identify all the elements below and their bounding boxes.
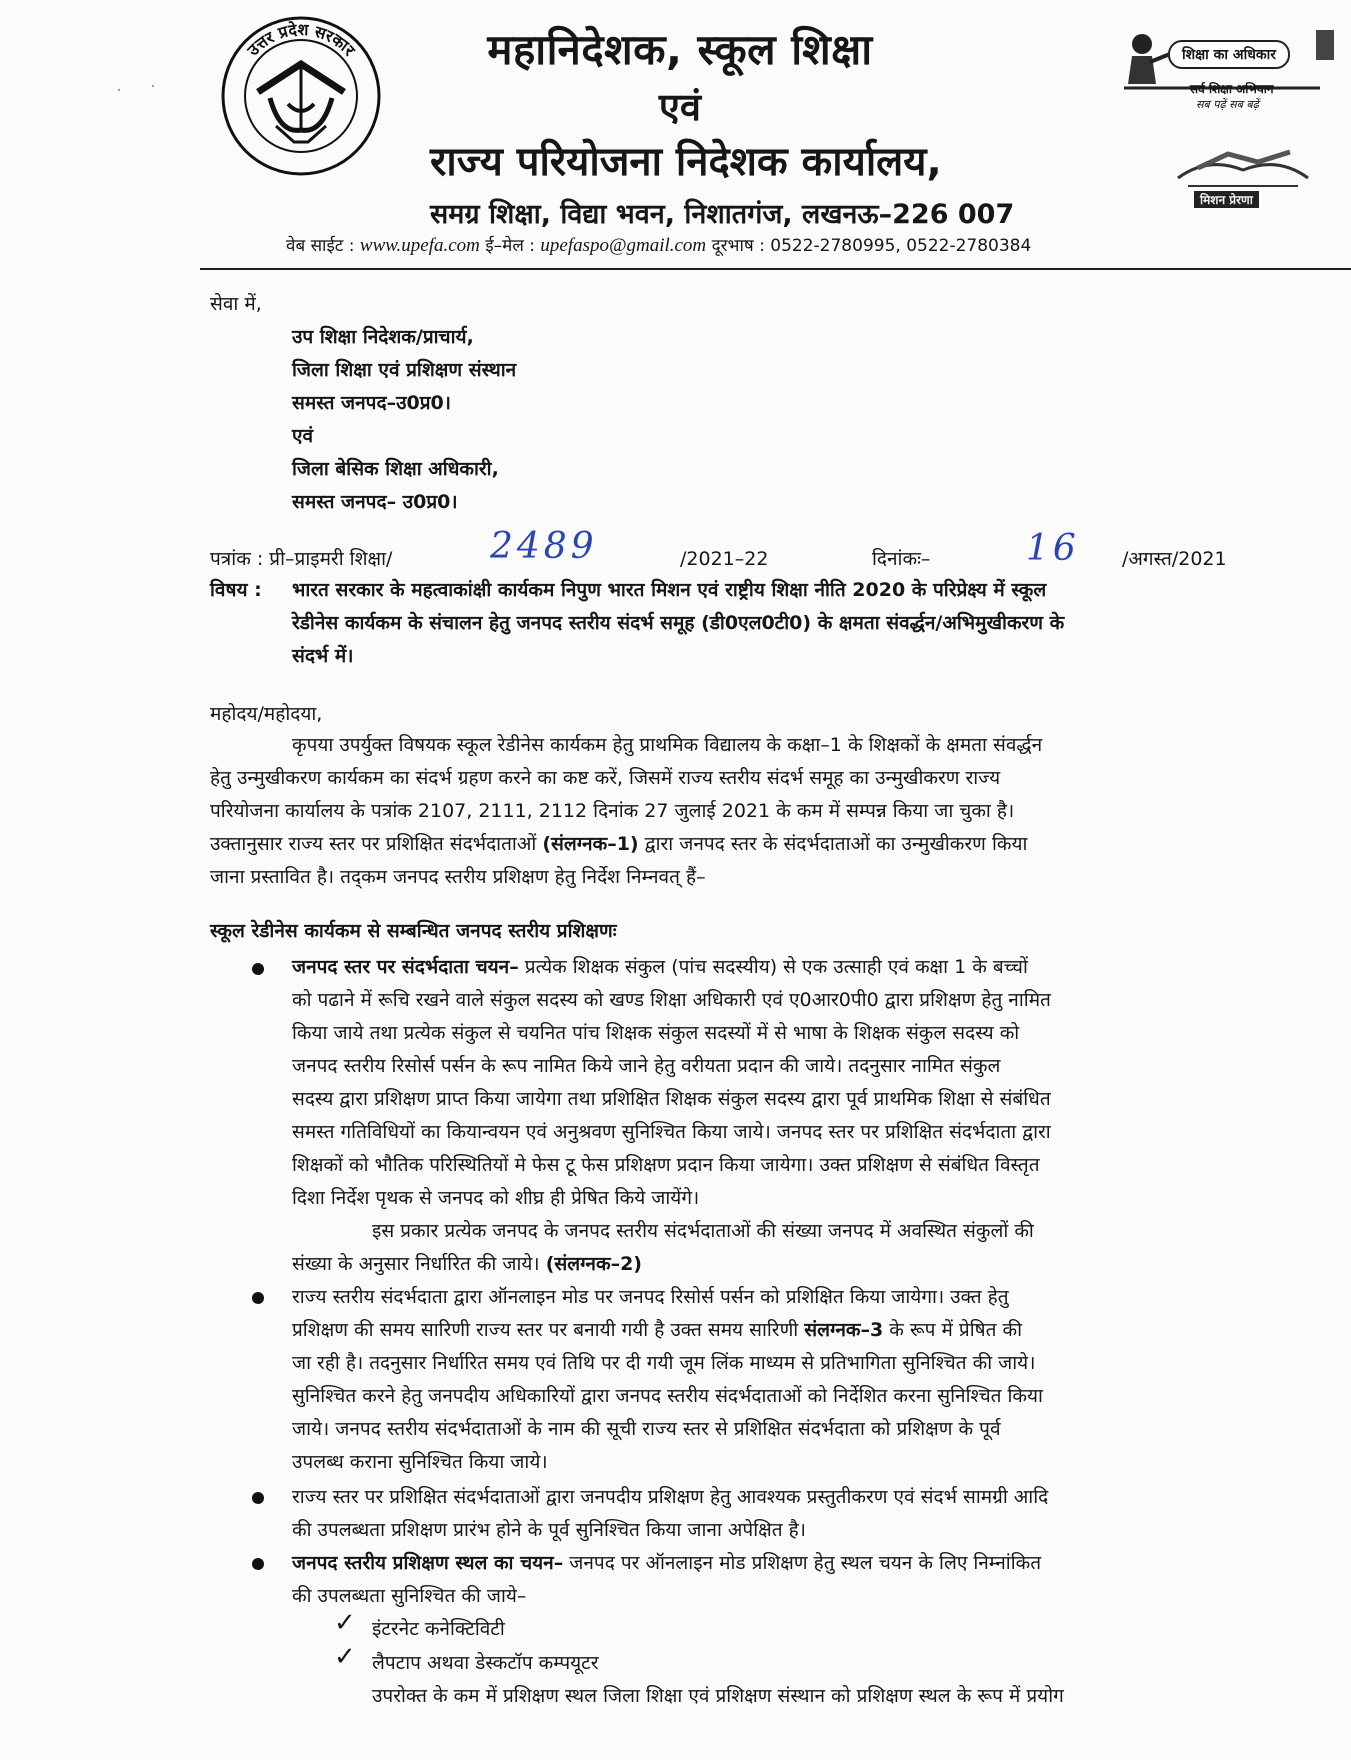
up-government-emblem <box>218 14 384 178</box>
date-label: दिनांकः– <box>872 548 931 570</box>
intro-text: उक्तानुसार राज्य स्तर पर प्रशिक्षित संदर्भदाताओं <box>210 833 537 855</box>
header-divider <box>200 268 1351 270</box>
addressee-line: समस्त जनपद– उ0प्र0। <box>292 491 458 513</box>
email-link[interactable]: upefaspo@gmail.com <box>540 235 707 256</box>
website-link[interactable]: www.upefa.com <box>359 235 480 256</box>
phone-label: दूरभाष : <box>711 236 765 256</box>
intro-line: कृपया उपर्युक्त विषयक स्कूल रेडीनेस कार्यकम हेतु प्राथमिक विद्यालय के कक्षा–1 के शिक्षकों के क्षमता संवर्द्धन <box>292 734 1043 756</box>
date-month-year: /अगस्त/2021 <box>1122 548 1227 570</box>
subject-label: विषय : <box>210 579 262 601</box>
web-label: वेब साईट : <box>286 236 355 256</box>
annexure-3-ref: संलग्नक–3 <box>804 1319 884 1341</box>
bullet-dot <box>252 1292 264 1304</box>
bullet-dot <box>252 963 264 975</box>
annexure-2-ref: (संलग्नक–2) <box>545 1253 642 1275</box>
scan-mark: · <box>116 80 122 101</box>
bullet-2-line: राज्य स्तरीय संदर्भदाता द्वारा ऑनलाइन मोड पर जनपद रिसोर्स पर्सन को प्रशिक्षित किया जायेगा। उक्त हेतु <box>292 1286 1009 1308</box>
bullet-1-line: को पढाने में रूचि रखने वाले संकुल सदस्य को खण्ड शिक्षा अधिकारी एवं ए0आर0पी0 द्वारा प्रशिक्षण हेतु नामित <box>292 989 1051 1011</box>
office-title-line3: राज्य परियोजना निदेशक कार्यालय, <box>430 139 942 185</box>
office-title-line1: महानिदेशक, स्कूल शिक्षा <box>487 25 873 74</box>
bullet-1-line: शिक्षकों को भौतिक परिस्थितियों मे फेस टू फेस प्रशिक्षण प्रदान किया जायेगा। उक्त प्रशिक्षण से संबंधित विस्तृत <box>292 1154 1040 1176</box>
bullet-1-line: समस्त गतिविधियों का कियान्वयन एवं अनुश्रवण सुनिश्चित किया जाये। जनपद स्तर पर प्रशिक्षित संदर्भदाता द्वारा <box>292 1121 1051 1143</box>
bullet-2-line: जाये। जनपद स्तरीय संदर्भदाताओं के नाम की सूची राज्य स्तर से प्रशिक्षित संदर्भदाता को प्रशिक्षण के पूर्व <box>292 1418 1001 1440</box>
phone-numbers: 0522-2780995, 0522-2780384 <box>770 236 1032 256</box>
rte-badge: शिक्षा का अधिकार <box>1168 40 1290 69</box>
intro-line: जाना प्रस्तावित है। तद्कम जनपद स्तरीय प्रशिक्षण हेतु निर्देश निम्नवत् हैं– <box>210 866 706 888</box>
contact-line <box>286 233 1286 257</box>
bullet-1-first-line <box>292 950 1028 984</box>
rte-tagline: सब पढ़ें सब बढ़ें <box>1196 98 1259 111</box>
addressee-line: एवं <box>292 425 314 447</box>
office-address: समग्र शिक्षा, विद्या भवन, निशातगंज, लखनऊ–226 007 <box>430 199 1015 230</box>
patrank-year: /2021–22 <box>680 548 769 570</box>
bullet-1-line: इस प्रकार प्रत्येक जनपद के जनपद स्तरीय संदर्भदाताओं की संख्या जनपद में अवस्थित संकुलों की <box>372 1220 1034 1242</box>
addressee-line: उप शिक्षा निदेशक/प्राचार्य, <box>292 326 474 348</box>
mission-prerna-label: मिशन प्रेरणा <box>1194 191 1259 208</box>
bullet-4-text: जनपद पर ऑनलाइन मोड प्रशिक्षण हेतु स्थल चयन के लिए निम्नांकित <box>569 1552 1042 1574</box>
intro-line <box>210 827 1027 861</box>
office-title-line2: एवं <box>658 85 702 129</box>
final-line: उपरोक्त के कम में प्रशिक्षण स्थल जिला शिक्षा एवं प्रशिक्षण संस्थान को प्रशिक्षण स्थल के रूप में प्रयोग <box>372 1685 1064 1707</box>
bullet-3-line: राज्य स्तर पर प्रशिक्षित संदर्भदाताओं द्वारा जनपदीय प्रशिक्षण हेतु आवश्यक प्रस्तुतीकरण एवं संदर्भ सामग्री आदि <box>292 1486 1049 1508</box>
emblem-text: उत्तर प्रदेश सरकार <box>243 19 359 60</box>
bullet-2-text: के रूप में प्रेषित की <box>889 1319 1022 1341</box>
section-heading: स्कूल रेडीनेस कार्यकम से सम्बन्धित जनपद स्तरीय प्रशिक्षणः <box>210 920 617 942</box>
date-day: 16 <box>1026 528 1080 569</box>
scan-mark: · <box>150 76 156 97</box>
bullet-1-title: जनपद स्तर पर संदर्भदाता चयन– <box>292 956 519 978</box>
check-item: इंटरनेट कनेक्टिविटी <box>372 1618 505 1640</box>
bullet-1-line: दिशा निर्देश पृथक से जनपद को शीघ्र ही प्रेषित किये जायेंगे। <box>292 1187 700 1209</box>
rte-subtitle: सर्व शिक्षा अभियान <box>1190 82 1274 96</box>
greeting: महोदय/महोदया, <box>210 703 323 725</box>
bullet-1-text: प्रत्येक शिक्षक संकुल (पांच सदस्यीय) से एक उत्साही एवं कक्षा 1 के बच्चों <box>524 956 1028 978</box>
salutation: सेवा में, <box>210 293 262 315</box>
bullet-1-line: किया जाये तथा प्रत्येक संकुल से चयनित पांच शिक्षक संकुल सदस्यों में से भाषा के शिक्षक संकुल सदस्य को <box>292 1022 1020 1044</box>
bullet-2-line <box>292 1313 1022 1347</box>
intro-text: द्वारा जनपद स्तर के संदर्भदाताओं का उन्मुखीकरण किया <box>644 833 1028 855</box>
bullet-3-line: की उपलब्धता प्रशिक्षण प्रारंभ होने के पूर्व सुनिश्चित किया जाना अपेक्षित है। <box>292 1519 806 1541</box>
bullet-4-first-line <box>292 1546 1041 1580</box>
patrank-number: 2489 <box>490 526 598 567</box>
bullet-1-line: जनपद स्तरीय रिसोर्स पर्सन के रूप नामित किये जाने हेतु वरीयता प्रदान की जाये। तदनुसार नामित संकुल <box>292 1055 1001 1077</box>
addressee-line: जिला बेसिक शिक्षा अधिकारी, <box>292 458 499 480</box>
bullet-1-line <box>292 1247 642 1281</box>
bullet-4-title: जनपद स्तरीय प्रशिक्षण स्थल का चयन– <box>292 1552 564 1574</box>
annexure-1-ref: (संलग्नक–1) <box>542 833 639 855</box>
bullet-1-line: सदस्य द्वारा प्रशिक्षण प्राप्त किया जायेगा तथा प्रशिक्षित शिक्षक संकुल सदस्य द्वारा पूर्व प्राथमिक शिक्षा से संबंधित <box>292 1088 1051 1110</box>
check-item: लैपटाप अथवा डेस्कटॉप कम्पयूटर <box>372 1652 599 1674</box>
bullet-2-line: उपलब्ध कराना सुनिश्चित किया जाये। <box>292 1451 548 1473</box>
bullet-2-line: जा रही है। तदनुसार निर्धारित समय एवं तिथि पर दी गयी जूम लिंक माध्यम से प्रतिभागिता सुनिश्चित की जाये। <box>292 1352 1036 1374</box>
subject-line: संदर्भ में। <box>292 645 354 667</box>
bullet-2-text: प्रशिक्षण की समय सारिणी राज्य स्तर पर बनायी गयी है उक्त समय सारिणी <box>292 1319 799 1341</box>
subject-line: रेडीनेस कार्यकम के संचालन हेतु जनपद स्तरीय संदर्भ समूह (डी0एल0टी0) के क्षमता संवर्द्धन/अभिमुखीकरण के <box>292 612 1065 634</box>
bullet-1-text: संख्या के अनुसार निर्धारित की जाये। <box>292 1253 540 1275</box>
bullet-4-line: की उपलब्धता सुनिश्चित की जाये– <box>292 1585 527 1607</box>
bullet-dot <box>252 1558 264 1570</box>
addressee-line: जिला शिक्षा एवं प्रशिक्षण संस्थान <box>292 359 517 381</box>
bullet-dot <box>252 1492 264 1504</box>
email-label: ई–मेल : <box>485 236 535 256</box>
bullet-2-line: सुनिश्चित करने हेतु जनपदीय अधिकारियों द्वारा जनपद स्तरीय संदर्भदाताओं को निर्देशित करना सुनिश्चित किया <box>292 1385 1043 1407</box>
subject-line: भारत सरकार के महत्वाकांक्षी कार्यकम निपुण भारत मिशन एवं राष्ट्रीय शिक्षा नीति 2020 के परिप्रेक्ष्य में स्कूल <box>292 579 1047 601</box>
intro-line: हेतु उन्मुखीकरण कार्यकम का संदर्भ ग्रहण करने का कष्ट करें, जिसमें राज्य स्तरीय संदर्भ समूह का उन्मुखीकरण राज्य <box>210 767 1001 789</box>
intro-line: परियोजना कार्यालय के पत्रांक 2107, 2111, 2112 दिनांक 27 जुलाई 2021 के कम में सम्पन्न किया जा चुका है। <box>210 800 1015 822</box>
checkmark-icon: ✓ <box>334 1608 356 1638</box>
patrank-label: पत्रांक : प्री–प्राइमरी शिक्षा/ <box>210 548 393 570</box>
addressee-line: समस्त जनपद–उ0प्र0। <box>292 392 451 414</box>
checkmark-icon: ✓ <box>334 1642 356 1672</box>
